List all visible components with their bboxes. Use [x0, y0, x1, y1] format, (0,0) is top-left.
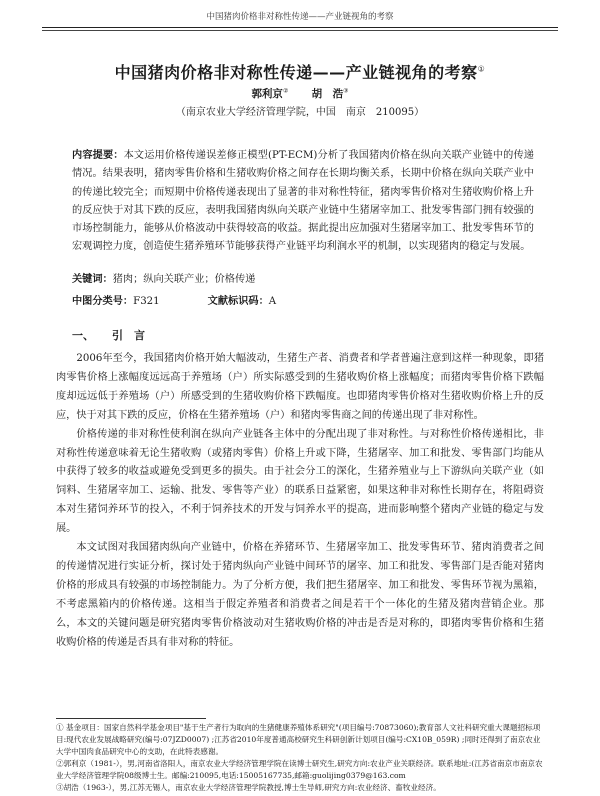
title-footnote-mark: ①: [477, 64, 486, 74]
author-mark: ②: [282, 87, 289, 95]
classification: [72, 292, 276, 307]
footnotes: [56, 722, 546, 794]
paragraph: 价格传递的非对称性使利润在纵向产业链各主体中的分配出现了非对称性。与对称性价格传递相比，非对称性传递意味着无论生猪收购（或猪肉零售）价格上升或下降，生猪屠宰、加工和批发、零售部门均能从中获得了较多的收益或避免受到更多的损失。由于社会分工的深化，生猪养殖业与上下游纵向关联产业（如饲料、生猪屠宰加工、运输、批发、零售等产业）的联系日益紧密，如果这种非对称性长期存在，将阻碍资本对生猪饲养环节的投入，不利于饲养技术的开发与饲养水平的提高，进而影响整个猪肉产业链的稳定与发展。: [56, 428, 544, 535]
keywords-label: 关键词：: [72, 274, 113, 285]
abstract-text: 本文运用价格传递误差修正模型(PT-ECM)分析了我国猪肉价格在纵向关联产业链中的传递情况。结果表明，猪肉零售价格和生猪收购价格之间存在长期均衡关系，长期中价格在纵向关联产业中的传递比较完全；而短期中价格传递表现出了显著的非对称性特征，猪肉零售价格对生猪收购价格上升的反应快于对其下跌的反应，表明我国猪肉纵向关联产业链中生猪屠宰加工、批发零售部门拥有较强的市场控制能力，能够从价格波动中获得较高的收益。据此提出应加强对生猪屠宰加工、批发零售环节的宏观调控力度，创造使生猪养殖环节能够获得产业链平均利润水平的机制，以实现猪肉的稳定与发展。: [72, 150, 534, 253]
keywords: [72, 270, 255, 285]
section-heading: [72, 327, 145, 343]
footnote: ③胡浩（1963-），男,江苏无锡人，南京农业大学经济管理学院教授,博士生导师,研究方向:农业经济、畜牧业经济。: [56, 783, 441, 792]
author: [251, 88, 288, 100]
author: [312, 88, 349, 100]
section-number: 一、: [72, 329, 94, 342]
keywords-text: 猪肉；纵向关联产业；价格传递: [112, 274, 256, 285]
paper-title: [0, 60, 600, 83]
footnote: ②郭利京（1981-），男,河南省洛阳人，南京农业大学经济管理学院在读博士研究生,研究方向:农业产业关联经济。联系地址:(江苏省南京市南京农业大学经济管理学院08级博士生。邮编:210095,电话:15005167735,邮箱:guolijing0379@163.com: [56, 759, 543, 780]
doc-code-label: 文献标识码：: [207, 296, 269, 307]
body-text: [56, 350, 544, 653]
clc-label: 中图分类号：: [72, 296, 134, 307]
author-name: 胡 浩: [311, 88, 344, 100]
running-head: 中国猪肉价格非对称性传递——产业链视角的考察: [206, 12, 394, 22]
clc-value: F321: [133, 296, 160, 307]
author-mark: ③: [343, 87, 349, 95]
paragraph: 本文试图对我国猪肉纵向产业链中，价格在养猪环节、生猪屠宰加工、批发零售环节、猪肉消费者之间的传递情况进行实证分析，探讨处于猪肉纵向产业链中间环节的屠宰、加工和批发、零售部门是否能对猪肉价格的形成具有较强的市场控制能力。为了分析方便，我们把生猪屠宰、加工和批发、零售环节视为黑箱，不考虑黑箱内的价格传递。这相当于假定养殖者和消费者之间是若干个一体化的生猪及猪肉营销企业。那么，本文的关键问题是研究猪肉零售价格波动对生猪收购价格的冲击是否是对称的，即猪肉零售价格和生猪收购价格的传递是否具有非对称的特征。: [56, 542, 544, 648]
paragraph: 2006年至今，我国猪肉价格开始大幅波动，生猪生产者、消费者和学者普遍注意到这样一种现象，即猪肉零售价格上涨幅度远远高于养殖场（户）所实际感受到的生猪收购价格上涨幅度；而猪肉零售价格下跌幅度却远远低于养殖场（户）所感受到的生猪收购价格下跌幅度。也即猪肉零售价格对生猪收购价格上升的反应，快于对其下跌的反应，价格在生猪养殖场（户）和猪肉零售商之间的传递出现了非对称性。: [56, 353, 544, 421]
header-rule: [42, 27, 558, 28]
footnote-rule: [56, 718, 206, 719]
abstract: [72, 147, 534, 257]
doc-code-value: A: [268, 296, 277, 307]
author-name: 郭利京: [251, 88, 283, 100]
header-rule-thin: [42, 30, 558, 31]
section-title: 引 言: [112, 329, 145, 342]
affiliation: （南京农业大学经济管理学院，中国 南京 210095）: [175, 107, 425, 118]
authors: [0, 86, 600, 101]
footnote: ① 基金项目：国家自然科学基金项目"基于生产者行为取向的生猪健康养殖体系研究"(项目编号:70873060);教育部人文社科研究重大课题招标项目:现代农业发展战略研究(编号:07JZD0007) ;江苏省2010年度普通高校研究生科研创新计划项目(编号:CX10B_059R) ;同时还得到了南京农业大学中国肉食品研究中心的支助，在此特表感谢。: [56, 723, 541, 756]
abstract-label: 内容提要：: [72, 150, 124, 161]
paper-title-text: 中国猪肉价格非对称性传递——产业链视角的考察: [114, 63, 478, 82]
